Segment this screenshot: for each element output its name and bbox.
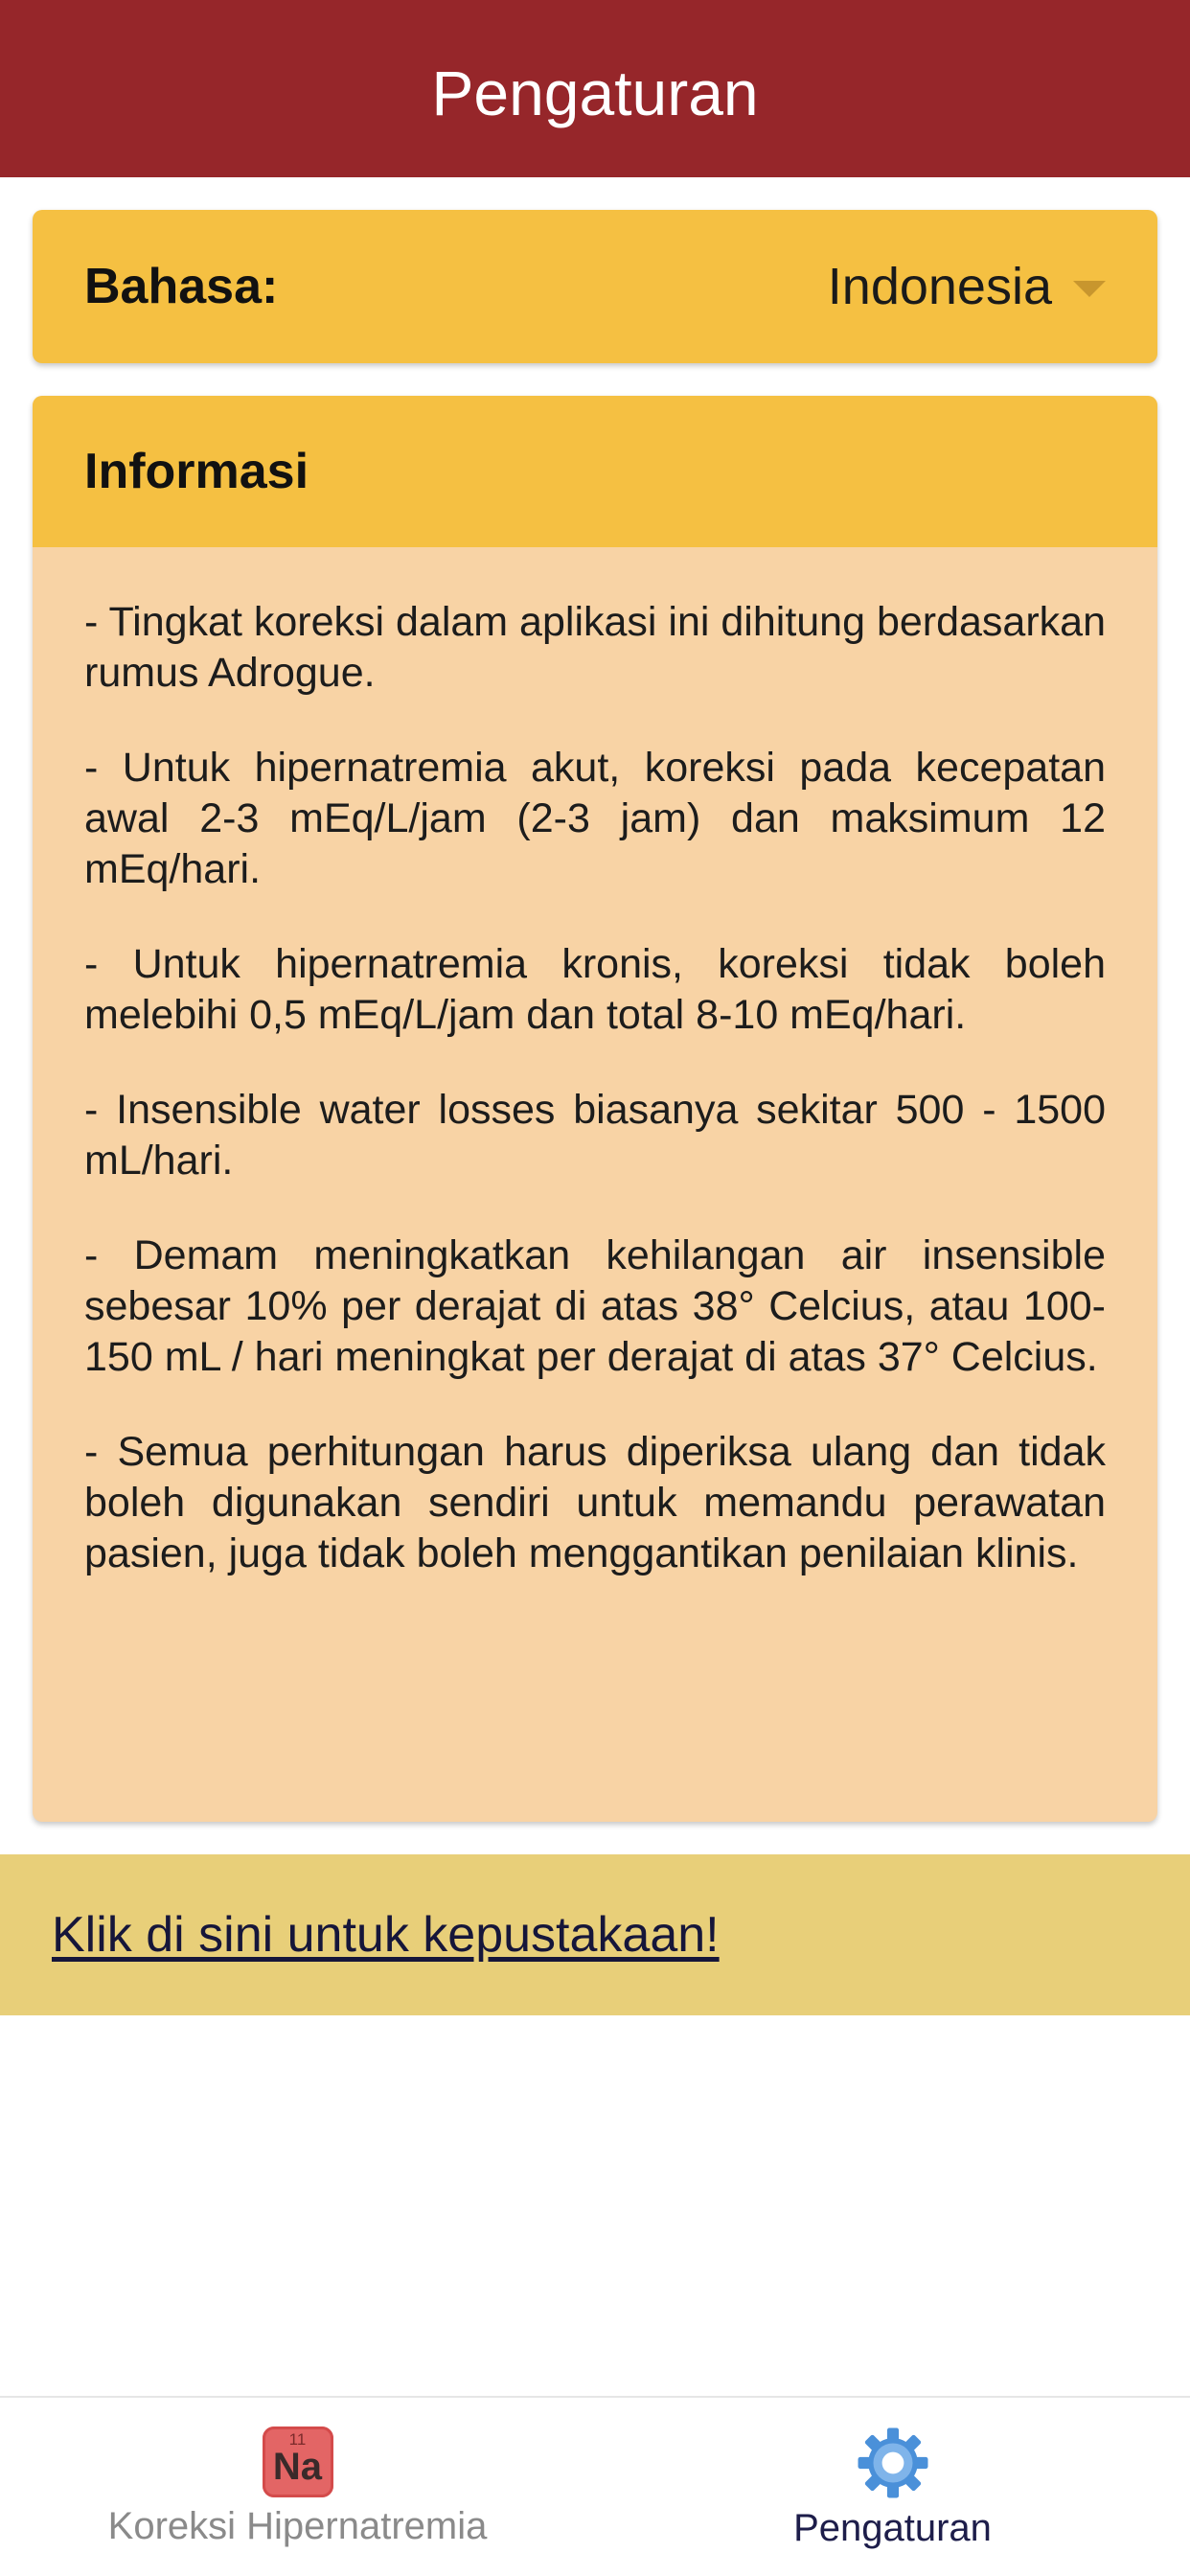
language-select[interactable] (828, 257, 1106, 316)
caret-down-icon (1073, 281, 1106, 297)
info-paragraph: - Semua perhitungan harus diperiksa ulang dan tidak boleh digunakan sendiri untuk memandu perawatan pasien, juga tidak boleh menggantikan penilaian klinis. (84, 1429, 1106, 1576)
page-title: Pengaturan (431, 57, 759, 128)
info-paragraph: - Demam meningkatkan kehilangan air insensible sebesar 10% per derajat di atas 38° Celcius, atau 100-150 mL / hari meningkat per derajat di atas 37° Celcius. (84, 1232, 1106, 1380)
bottom-tab-bar (0, 2396, 1190, 2576)
info-paragraph: - Insensible water losses biasanya sekitar 500 - 1500 mL/hari. (84, 1087, 1106, 1184)
app-header (0, 0, 1190, 177)
element-number: 11 (288, 2430, 307, 2449)
tab-label: Pengaturan (793, 2507, 992, 2549)
tab-koreksi-hipernatremia[interactable] (0, 2398, 595, 2576)
gear-icon (857, 2426, 929, 2499)
tab-pengaturan[interactable] (595, 2398, 1190, 2576)
information-title: Informasi (84, 444, 309, 499)
library-link[interactable]: Klik di sini untuk kepustakaan! (52, 1907, 720, 1963)
tab-label: Koreksi Hipernatremia (107, 2505, 488, 2547)
information-header (33, 396, 1157, 547)
information-card (33, 396, 1157, 1822)
sodium-element-icon (263, 2426, 333, 2497)
info-paragraph: - Tingkat koreksi dalam aplikasi ini dihitung berdasarkan rumus Adrogue. (84, 599, 1106, 696)
language-value: Indonesia (827, 258, 1052, 315)
library-banner (0, 1854, 1190, 2015)
language-label: Bahasa: (84, 259, 279, 314)
language-card (33, 210, 1157, 363)
information-body (33, 547, 1157, 1579)
info-paragraph: - Untuk hipernatremia kronis, koreksi tidak boleh melebihi 0,5 mEq/L/jam dan total 8-10 mEq/hari. (84, 941, 1106, 1038)
info-paragraph: - Untuk hipernatremia akut, koreksi pada kecepatan awal 2-3 mEq/L/jam (2-3 jam) dan maksimum 12 mEq/hari. (84, 745, 1106, 892)
element-symbol: Na (272, 2446, 323, 2488)
